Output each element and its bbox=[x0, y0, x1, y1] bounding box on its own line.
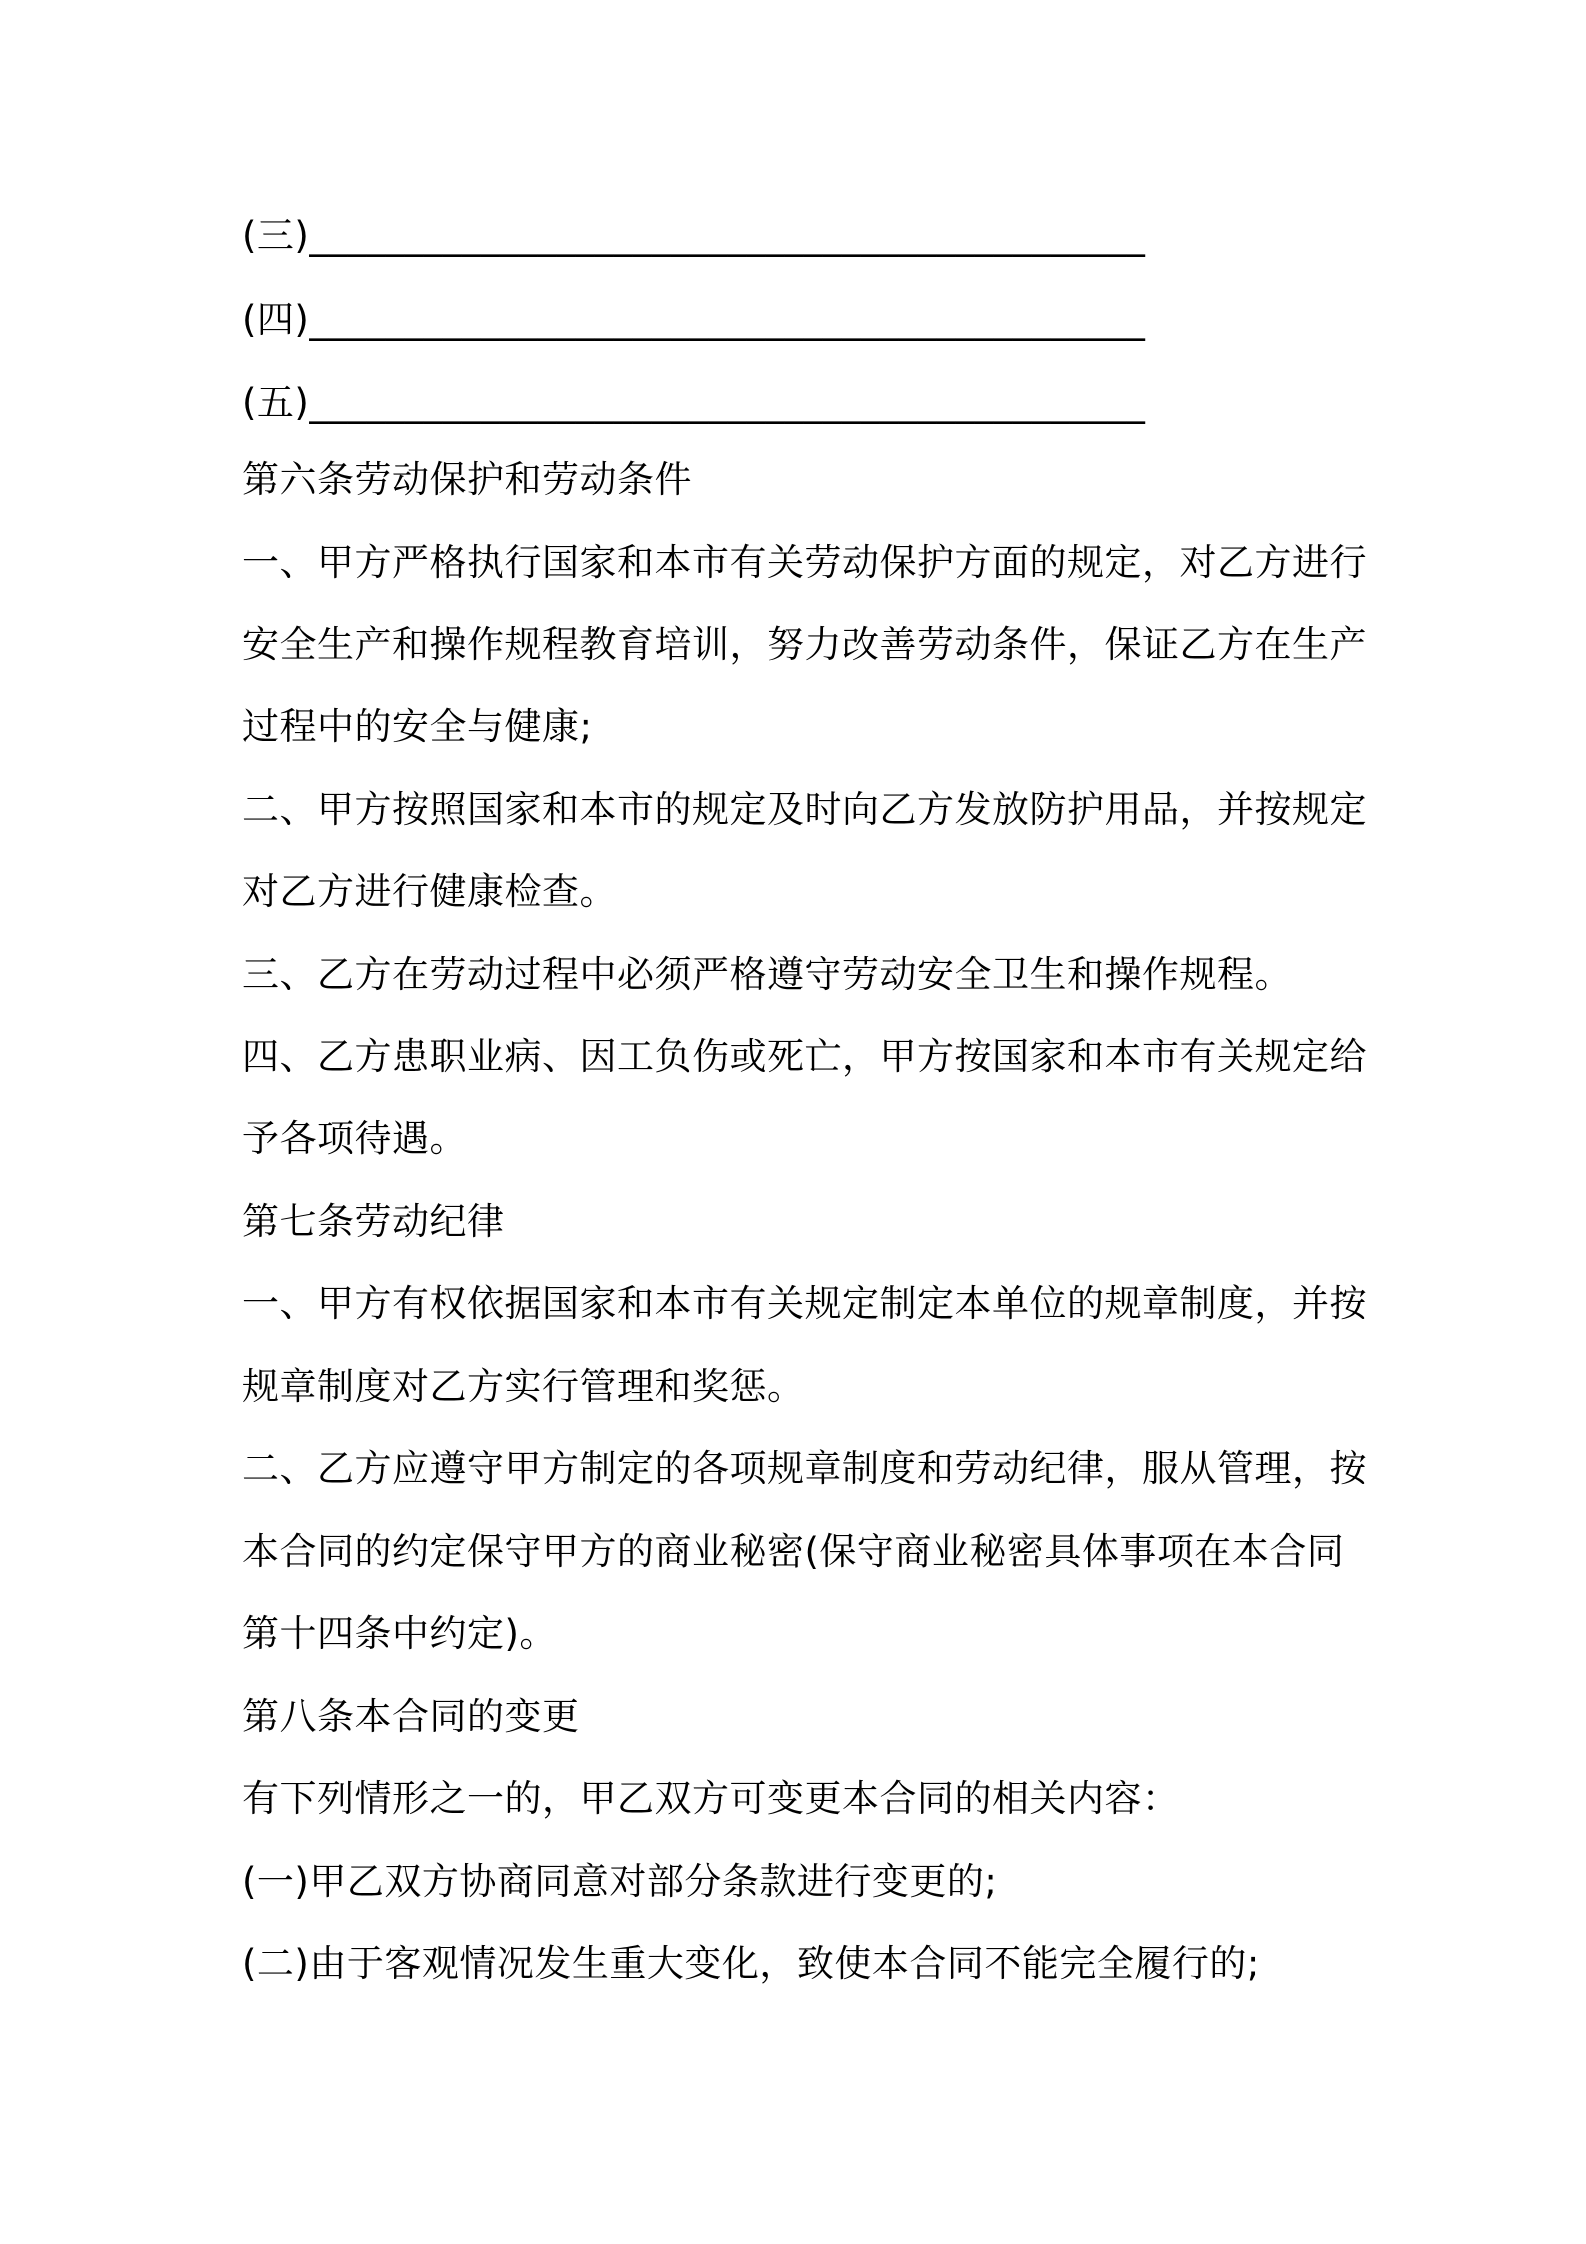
article-6-clause-1-line-3: 过程中的安全与健康; bbox=[242, 705, 593, 748]
article-6-clause-4-line-1: 四、乙方患职业病、因工负伤或死亡，甲方按国家和本市有关规定给 bbox=[242, 1035, 1367, 1078]
article-7-clause-2-line-1: 二、乙方应遵守甲方制定的各项规章制度和劳动纪律，服从管理，按 bbox=[242, 1447, 1367, 1490]
article-7-clause-1-line-2: 规章制度对乙方实行管理和奖惩。 bbox=[242, 1365, 805, 1408]
article-6-clause-1-line-2: 安全生产和操作规程教育培训，努力改善劳动条件，保证乙方在生产 bbox=[242, 623, 1367, 666]
article-7-clause-2-line-3: 第十四条中约定)。 bbox=[242, 1612, 557, 1655]
article-6-clause-3: 三、乙方在劳动过程中必须严格遵守劳动安全卫生和操作规程。 bbox=[242, 953, 1292, 996]
article-7-heading: 第七条劳动纪律 bbox=[242, 1200, 505, 1243]
article-6-clause-2-line-1: 二、甲方按照国家和本市的规定及时向乙方发放防护用品，并按规定 bbox=[242, 788, 1367, 831]
blank-item-3: (三)____________________________________________ bbox=[242, 214, 1146, 257]
article-6-heading: 第六条劳动保护和劳动条件 bbox=[242, 458, 692, 501]
article-6-clause-4-line-2: 予各项待遇。 bbox=[242, 1117, 467, 1160]
article-8-item-2: (二)由于客观情况发生重大变化，致使本合同不能完全履行的; bbox=[242, 1942, 1260, 1985]
article-6-clause-2-line-2: 对乙方进行健康检查。 bbox=[242, 870, 617, 913]
article-7-clause-2-line-2: 本合同的约定保守甲方的商业秘密(保守商业秘密具体事项在本合同 bbox=[242, 1530, 1345, 1573]
article-8-item-1: (一)甲乙双方协商同意对部分条款进行变更的; bbox=[242, 1860, 998, 1903]
article-7-clause-1-line-1: 一、甲方有权依据国家和本市有关规定制定本单位的规章制度，并按 bbox=[242, 1282, 1367, 1325]
article-8-heading: 第八条本合同的变更 bbox=[242, 1695, 580, 1738]
article-6-clause-1-line-1: 一、甲方严格执行国家和本市有关劳动保护方面的规定，对乙方进行 bbox=[242, 541, 1367, 584]
blank-item-5: (五)____________________________________________ bbox=[242, 381, 1146, 424]
article-8-intro: 有下列情形之一的，甲乙双方可变更本合同的相关内容： bbox=[242, 1777, 1180, 1820]
blank-item-4: (四)____________________________________________ bbox=[242, 298, 1146, 341]
